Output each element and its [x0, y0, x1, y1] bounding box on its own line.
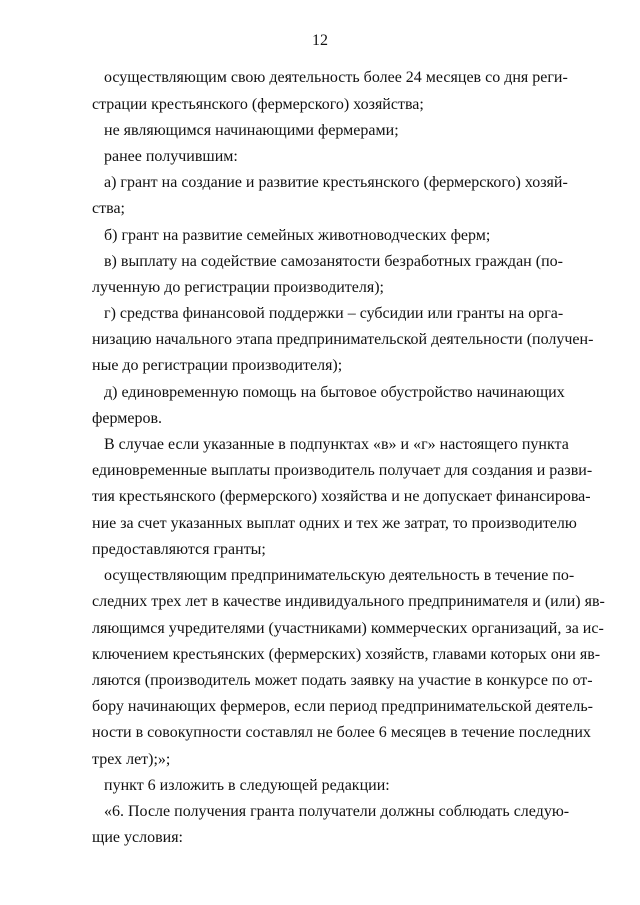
text-line: низацию начального этапа предпринимательской деятельности (получен- — [92, 331, 594, 348]
text-line: ляются (производитель может подать заявку на участие в конкурсе по от- — [92, 672, 593, 689]
text-line: осуществляющим свою деятельность более 24 месяцев со дня реги- — [104, 69, 568, 86]
text-line: единовременные выплаты производитель получает для создания и разви- — [92, 462, 593, 479]
text-line: не являющимся начинающими фермерами; — [104, 122, 399, 139]
text-line: б) грант на развитие семейных животноводческих ферм; — [104, 227, 491, 244]
text-line: предоставляются гранты; — [92, 541, 266, 558]
text-line: ства; — [92, 200, 125, 217]
text-line: тия крестьянского (фермерского) хозяйства и не допускает финансирова- — [92, 488, 591, 505]
text-line: ние за счет указанных выплат одних и тех же затрат, то производителю — [92, 515, 577, 532]
text-line: г) средства финансовой поддержки – субсидии или гранты на орга- — [104, 305, 564, 322]
text-line: бору начинающих фермеров, если период предпринимательской деятель- — [92, 698, 593, 715]
text-line: д) единовременную помощь на бытовое обустройство начинающих — [104, 384, 565, 401]
text-line: фермеров. — [92, 410, 163, 427]
page-number: 12 — [312, 32, 328, 49]
text-line: ные до регистрации производителя); — [92, 357, 343, 374]
text-line: страции крестьянского (фермерского) хозяйства; — [92, 96, 424, 113]
text-line: ранее получившим: — [104, 148, 238, 165]
text-line: В случае если указанные в подпунктах «в» и «г» настоящего пункта — [104, 436, 569, 453]
text-line: ляющимся учредителями (участниками) коммерческих организаций, за ис- — [92, 620, 604, 637]
text-line: пункт 6 изложить в следующей редакции: — [104, 777, 390, 794]
text-line: щие условия: — [92, 829, 183, 846]
text-line: следних трех лет в качестве индивидуального предпринимателя и (или) яв- — [92, 593, 605, 610]
text-line: ности в совокупности составлял не более 6 месяцев в течение последних — [92, 724, 591, 741]
text-line: ключением крестьянских (фермерских) хозяйств, главами которых они яв- — [92, 646, 601, 663]
text-line: а) грант на создание и развитие крестьянского (фермерского) хозяй- — [104, 174, 568, 191]
text-line: «6. После получения гранта получатели должны соблюдать следую- — [104, 803, 570, 820]
text-line: осуществляющим предпринимательскую деятельность в течение по- — [104, 567, 575, 584]
text-line: трех лет);»; — [92, 751, 171, 768]
text-line: лученную до регистрации производителя); — [92, 279, 384, 296]
text-line: в) выплату на содействие самозанятости безработных граждан (по- — [104, 253, 563, 270]
